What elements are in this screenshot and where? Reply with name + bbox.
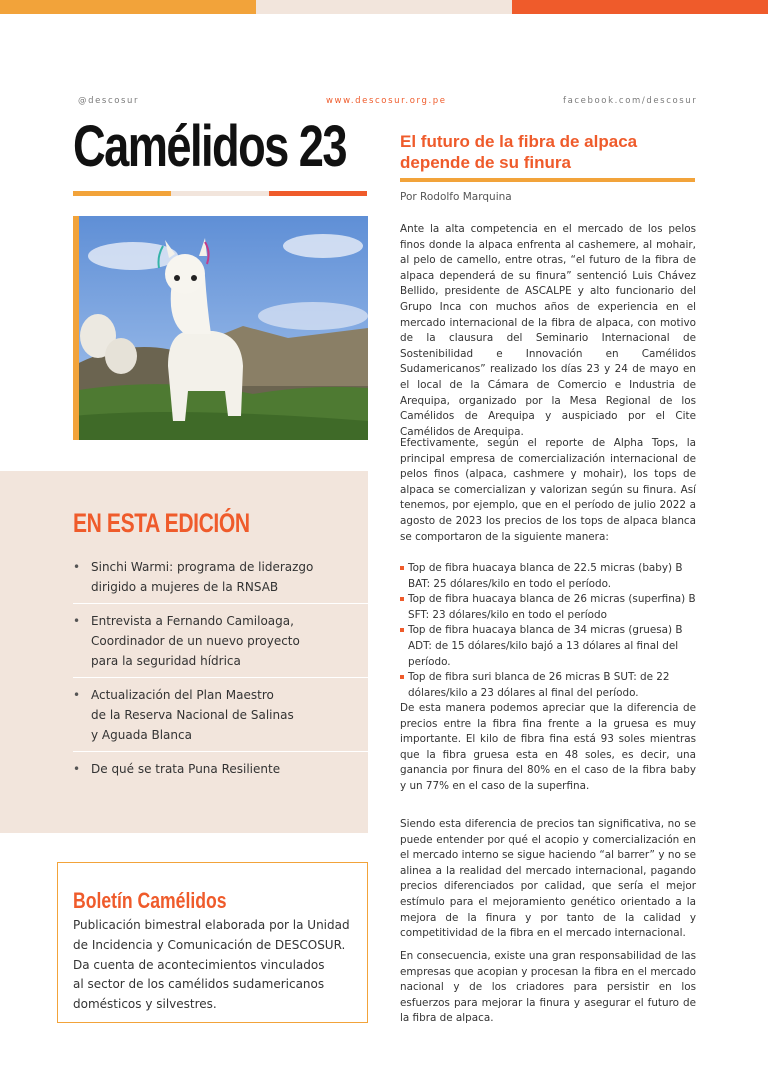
edition-item[interactable]: • De qué se trata Puna Resiliente [73,762,281,776]
price-list-item: Top de fibra huacaya blanca de 26 micras (superfina) B SFT: 23 dólares/kilo en todo el período [400,592,700,623]
newsletter-title: Camélidos 23 [73,114,346,179]
title-rule-red [269,191,367,196]
boletin-description: Publicación bimestral elaborada por la Unidad de Incidencia y Comunicación de DESCOSUR. Da cuenta de acontecimientos vinculados al sector de los camélidos sudamericanos domésticos y silvestres. [73,918,350,1012]
top-bar-beige [256,0,512,14]
top-bar-orange [0,0,256,14]
article-title: El futuro de la fibra de alpaca depende de su finura [400,132,638,172]
edition-item[interactable]: • Sinchi Warmi: programa de liderazgo dirigido a mujeres de la RNSAB [73,553,368,604]
article-paragraph: Ante la alta competencia en el mercado de los pelos finos donde la alpaca enfrenta al cashemere, al mohair, al pelo de camello, entre otras, “el futuro de la fibra de alpaca dependerá de su finura” sentenció Luis Chávez Bellido, presidente de ASCALPE y alto funcionario del Grupo Inca con muchos años de experiencia en el mercado internacional de la fibra de alpaca, con motivo de la clausura del Seminario Internacional de Sostenibilidad e Innovación en Camélidos Sudamericanos” realizado los días 23 y 24 de mayo en el local de la Cámara de Comercio e Industria de Arequipa, organizado por la Mesa Regional de los Camélidos de Arequipa y auspiciado por el Cite Camélidos de Arequipa. [400,223,696,438]
price-list-item: Top de fibra huacaya blanca de 22.5 micras (baby) B BAT: 25 dólares/kilo en todo el período. [400,561,700,592]
boletin-title: Boletín Camélidos [73,888,227,913]
article-title-rule [400,178,695,182]
article-paragraph: Efectivamente, según el reporte de Alpha Tops, la principal empresa de comercialización internacional de pelos finos (alpaca, cashmere y mohair), los tops de alpaca se comercializan y valorizan según su finura. Así tenemos, por ejemplo, que en el período de julio 2022 a agosto de 2023 los precios de los tops de alpaca blanca se comportaron de la siguiente manera: [400,437,696,543]
facebook-link[interactable]: facebook.com/descosur [563,96,698,106]
article-paragraph: Siendo esta diferencia de precios tan significativa, no se puede entender por qué el acopio y comercialización en el mercado interno se sigue haciendo “al barrer” y no se alinea a la realidad del mercado internacional, pagando precios diferenciados por calidad, que sería el mejor estímulo para el mejoramiento genético orientado a la mejora de la finura y por tanto de la calidad y competitividad de la fibra en el mercado internacional. [400,818,696,940]
article-author: Por Rodolfo Marquina [400,191,512,203]
article-paragraph: En consecuencia, existe una gran responsabilidad de las empresas que acopian y procesan la fibra en el mercado nacional y de los criadores para persistir en los esfuerzos para mejorar la finura y asegurar el futuro de la fibra de alpaca. [400,950,696,1025]
edition-title: EN ESTA EDICIÓN [73,508,250,538]
website-link[interactable]: www.descosur.org.pe [326,96,447,106]
title-rule-beige [171,191,269,196]
price-list-item: Top de fibra huacaya blanca de 34 micras (gruesa) B ADT: de 15 dólares/kilo bajó a 13 dólares al final del período. [400,623,700,670]
edition-item[interactable]: • Entrevista a Fernando Camiloaga, Coordinador de un nuevo proyecto para la seguridad hídrica [73,607,368,678]
title-rule-orange [73,191,171,196]
edition-list [73,553,368,788]
photo-accent-bar [73,216,79,440]
social-handle[interactable]: @descosur [78,96,140,106]
top-bar-red [512,0,768,14]
price-list-item: Top de fibra suri blanca de 26 micras B SUT: de 22 dólares/kilo a 23 dólares al final del período. [400,670,700,701]
edition-item[interactable]: • Actualización del Plan Maestro de la Reserva Nacional de Salinas y Aguada Blanca [73,681,368,752]
article-paragraph: De esta manera podemos apreciar que la diferencia de precios entre la fibra fina frente a la gruesa es muy importante. El kilo de fibra fina está 93 soles mientras que la fibra gruesa esta en 48 soles, es decir, una ganancia por finura del 80% en el caso de la fibra baby y un 77% en el caso de la superfina. [400,702,696,792]
price-list [400,561,700,701]
alpaca-photo [73,216,368,440]
